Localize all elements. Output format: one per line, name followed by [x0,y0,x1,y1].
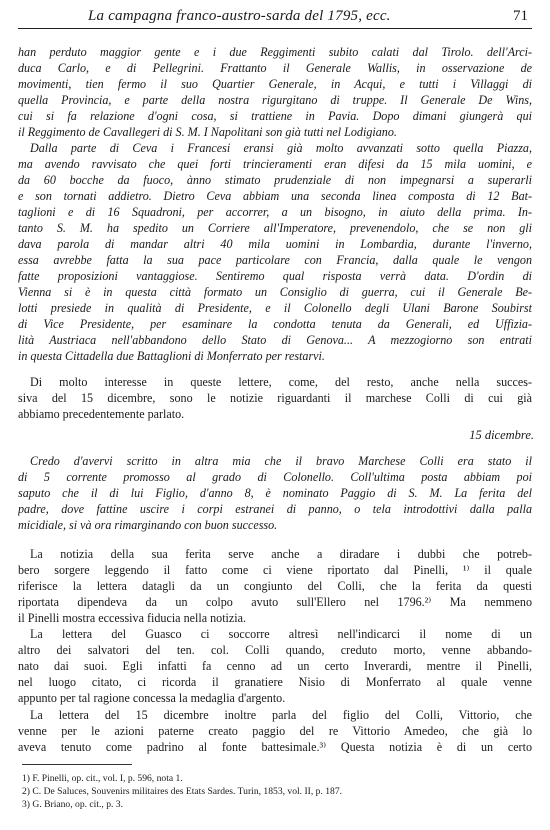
text-line: La lettera del Guasco ci soccorre altresì nell'indicarci il nome di un [30,627,532,641]
footnote-rule [22,764,132,765]
text-line: La lettera del 15 dicembre inoltre parla del figlio del Colli, Vittorio, che [30,708,532,722]
running-header [18,6,532,29]
letter-excerpt-1 [18,44,532,364]
text-line: riferisce la lettera datagli da un congiunto del Colli, che la ferita da questi [18,579,532,593]
text-line: ma avendo ravvisato che quei forti trincieramenti eran difesi da 15 mila uomini, e [18,157,532,171]
page-number: 71 [513,8,528,24]
text-line: micidiale, si và ora rimarginando con buon successo. [18,518,278,532]
letter-date: 15 dicembre. [469,428,534,442]
footnote: 3) G. Briano, op. cit., p. 3. [22,799,123,810]
text-line: riportata dipendeva da un colpo avuto sull'Ellero nel 1796.²⁾ Ma nemmeno [18,595,532,609]
text-line: Vienna si è in questa città formato un Consiglio di guerra, cui il Generale Be- [18,285,532,299]
text-line: di 5 corrente promosso al grado di Colonello. Coll'ultima posta abbiam poi [18,470,532,484]
text-line: abbiamo precedentemente parlato. [18,407,185,421]
text-line: da 60 bocche da fuoco, ànno stimato prudenziale di non impegnarsi a superarli [18,173,532,187]
paragraph-3 [18,626,532,706]
text-line: dava parola di mandar altri 40 mila uomini in Lombardia, durante l'inverno, [18,237,532,251]
text-line: il Reggimento de Cavallegeri di S. M. I Napolitani son già tutti nel Lodigiano. [18,125,397,139]
text-line: di Vice Presidente, per esaminare la condotta tenuta da Generali, ed Uffizia- [18,317,532,331]
text-line: han perduto maggior gente e i due Reggimenti subito calati dal Tirolo. dell'Arci- [18,45,532,59]
text-line: nato dai suoi. Egli infatti fa cenno ad un certo Inverardi, mentre il Pinelli, [18,659,532,673]
text-line: essa avrebbe fatta la sua pace particolare con Francia, dalla quale le vengon [18,253,532,267]
text-line: lotti presiede in qualità di Presidente, e il Colonello degli Ulani Barone Soubirst [18,301,532,315]
running-title: La campagna franco-austro-sarda del 1795, ecc. [88,8,391,24]
text-line: aveva tenuto come padrino al fonte battesimale.³⁾ Questa notizia è di un certo [18,740,532,754]
text-line: venne per le azioni paterne creato paggio del re Vittorio Amedeo, che già lo [18,724,532,738]
text-line: Di molto interesse in queste lettere, come, del resto, anche nella succes- [30,375,532,389]
text-line: in questa Cittadella due Battaglioni di Monferrato per restarvi. [18,349,325,363]
paragraph-2 [18,546,532,626]
text-line: altro dei salvatori del ten. col. Colli quando, creduto morto, venne abbando- [18,643,532,657]
text-line: saputo che il di lui Figlio, d'anno 8, è nominato Paggio di S. M. La ferita del [18,486,532,500]
text-line: Dalla parte di Ceva i Francesi eransi già molto avvanzati sotto quella Piazza, [30,141,532,155]
text-line: e son tornati addietro. Dietro Ceva abbiam una seconda linea composta di 12 Bat- [18,189,532,203]
footnote: 2) C. De Saluces, Souvenirs militaires des Etats Sardes. Turin, 1853, vol. II, p. 187. [22,786,343,797]
text-line: taglioni e di 16 Squadroni, per accorrer, a un bisogno, in aiuto della prima. In- [18,205,532,219]
text-line: Credo d'avervi scritto in altra mia che il bravo Marchese Colli era stato il [30,454,532,468]
text-line: duca Carlo, e di Pellegrini. Frattanto il Generale Wallis, in osservazione de [18,61,532,75]
text-line: cui si fa relazione d'ogni cosa, si trattiene in Pavia. Dopo dimani giungerà qui [18,109,532,123]
footnote: 1) F. Pinelli, op. cit., vol. I, p. 596, nota 1. [22,773,183,784]
text-line: fatte proposizioni vantaggiose. Sentiremo qual risposta verrà data. D'ordin di [18,269,532,283]
text-line: bero sorgere leggendo il fatto come ci viene riportato dal Pinelli, ¹⁾ il quale [18,563,532,577]
footnotes [22,772,508,811]
text-line: appunto per tal ragione concessa la medaglia d'argento. [18,691,286,705]
text-line: lità Austriaca nell'abbandono dello Stato di Genova... A mezzogiorno son entrati [18,333,532,347]
text-line: tanto S. M. ha spedito un Corriere all'Imperatore, prevenendolo, che se non gli [18,221,532,235]
text-line: nel luogo citato, ci ricorda il granatiere Nisio di Monferrato al quale venne [18,675,532,689]
text-line: quella Provincia, e parte della nostra rigurgitano di truppe. Il Generale De Wins, [18,93,532,107]
text-line: movimenti, tien fermo il suo Quartier Generale, in Acqui, e tutti i Villaggi di [18,77,532,91]
paragraph-4 [18,707,532,755]
paragraph-1 [18,374,532,422]
letter-excerpt-2 [18,453,532,533]
text-line: il Pinelli mostra eccessiva fiducia nella notizia. [18,611,247,625]
text-line: siva del 15 dicembre, sono le notizie riguardanti il marchese Colli di cui già [18,391,532,405]
text-line: padre, dove fattine uscire i corpi estranei di panno, o tela introdottivi dalla palla [18,502,532,516]
text-line: La notizia della sua ferita serve anche a diradare i dubbi che potreb- [30,547,532,561]
